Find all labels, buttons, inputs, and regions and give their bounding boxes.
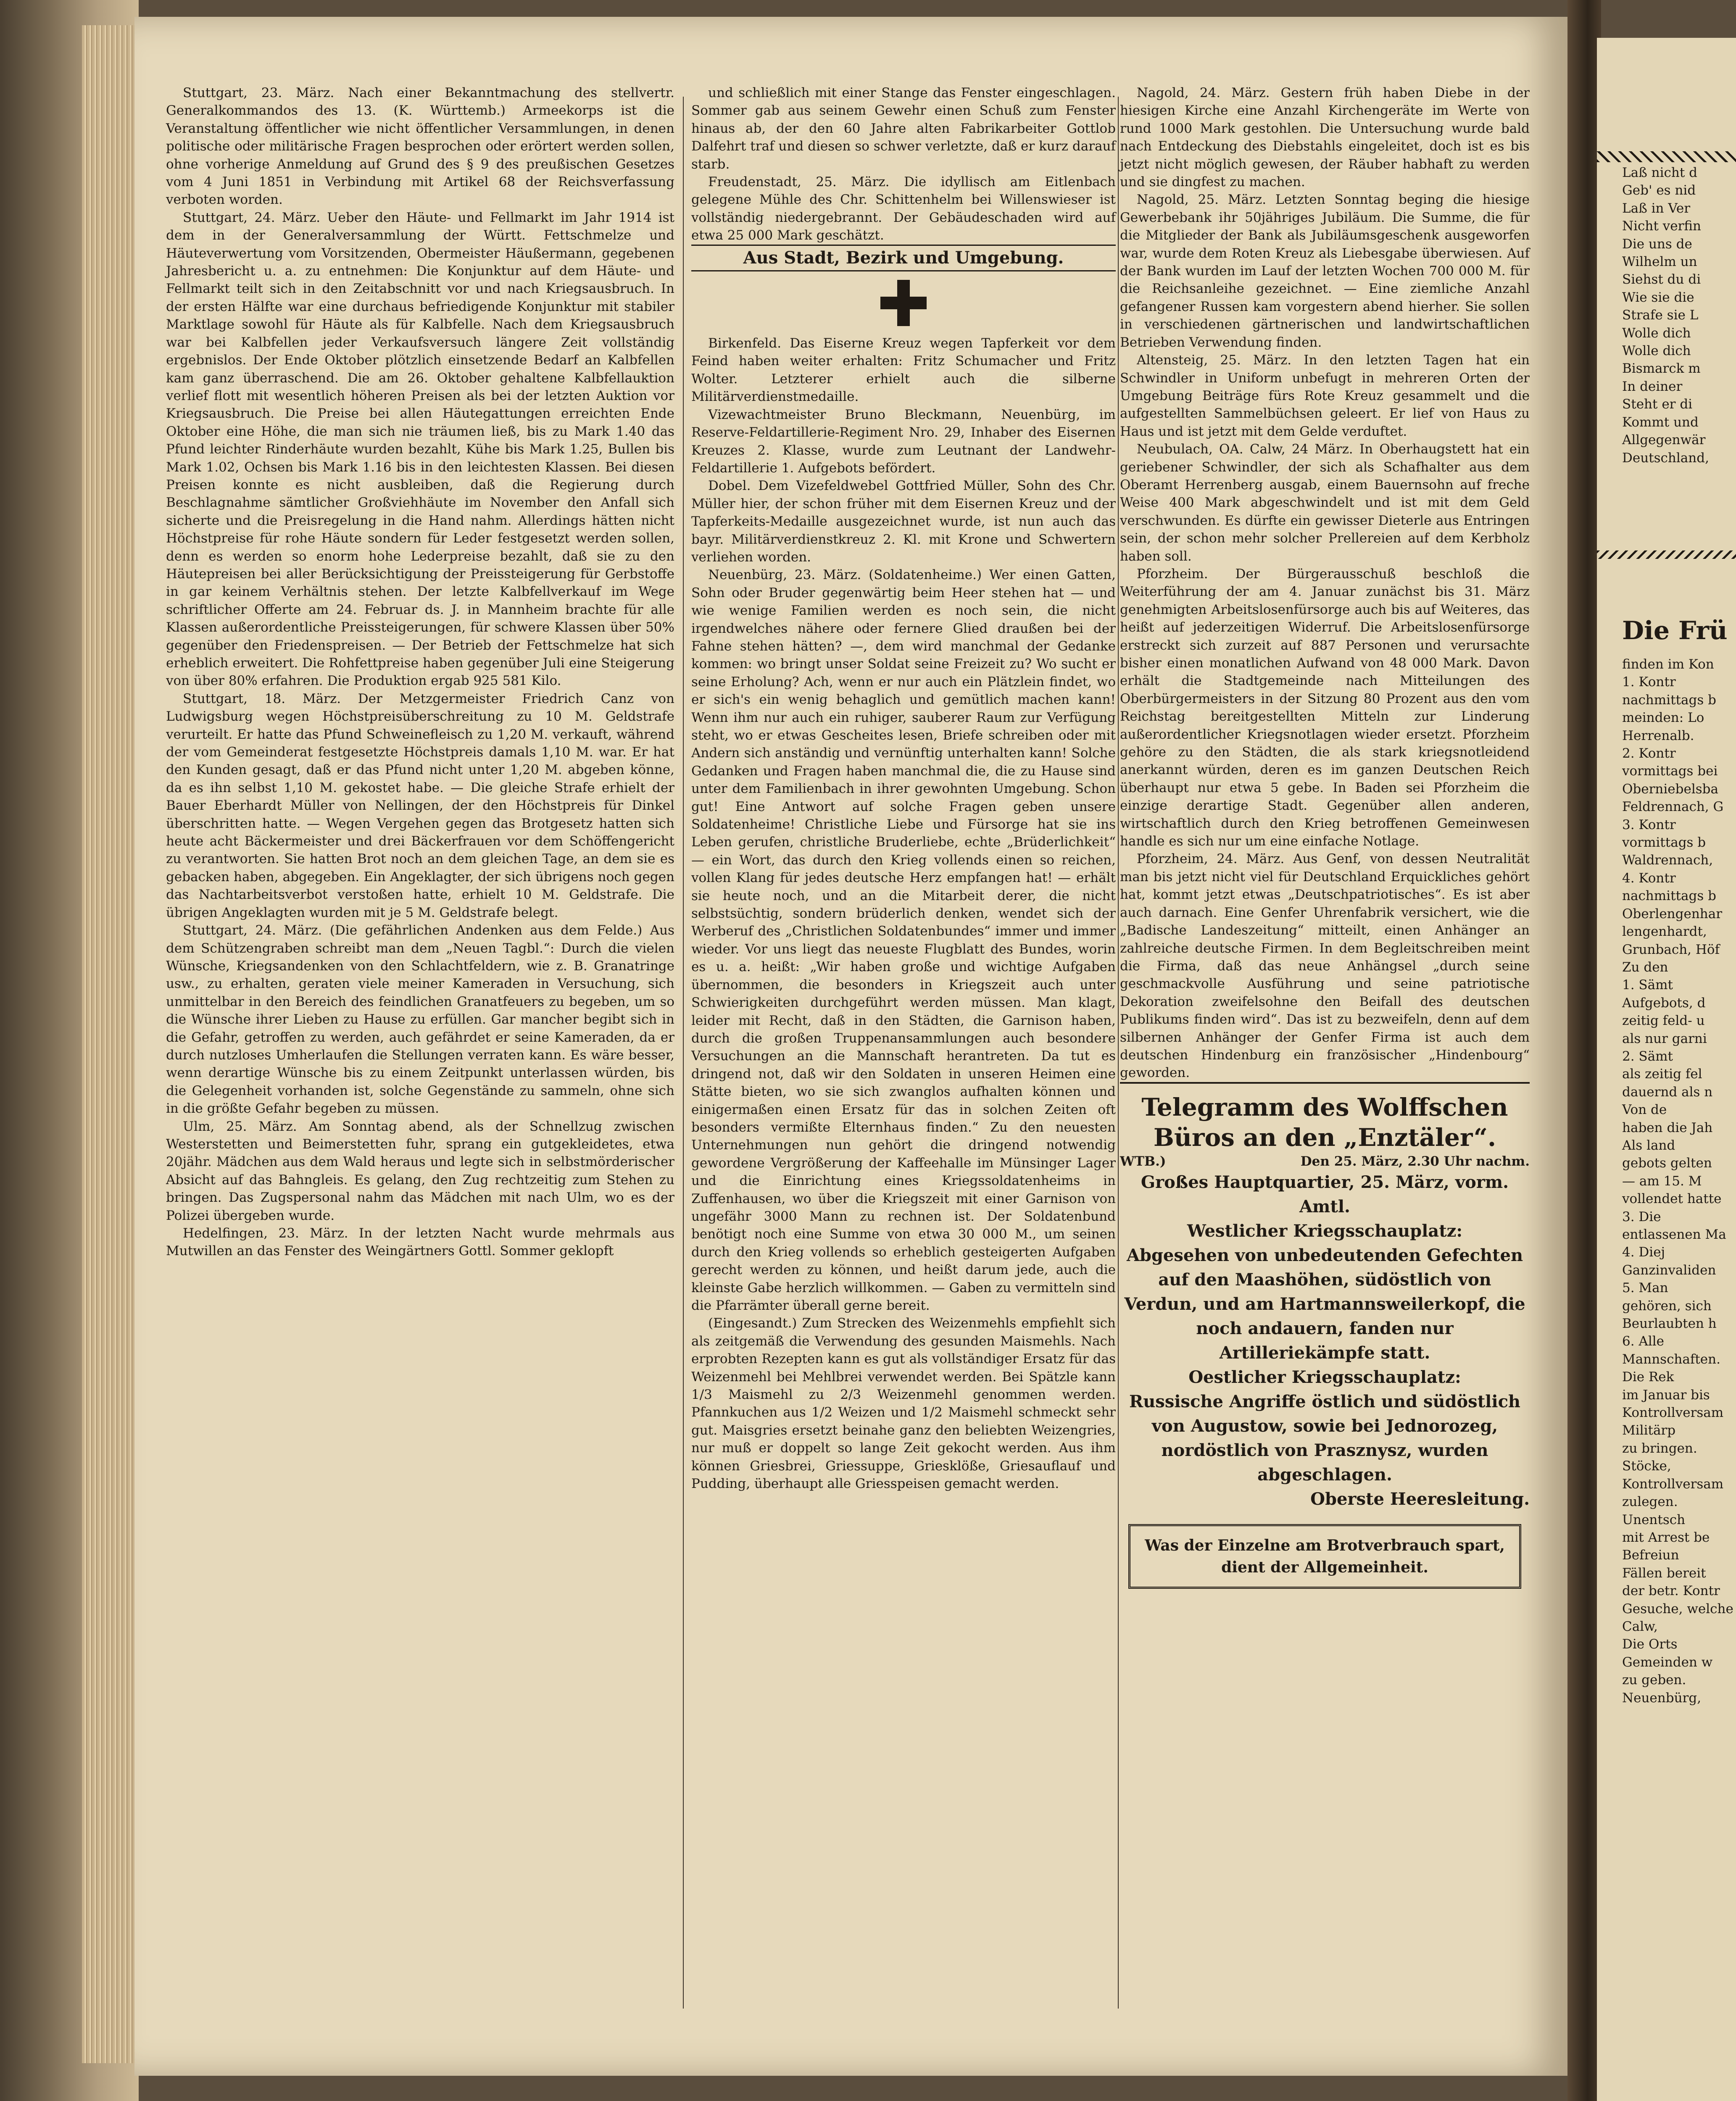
text-line: zu geben. xyxy=(1622,1672,1686,1688)
text-line: 2. Sämt xyxy=(1622,1048,1673,1064)
text-line: dauernd als n xyxy=(1622,1084,1713,1100)
text-line: Die Orts xyxy=(1622,1637,1678,1652)
news-item: und schließlich mit einer Stange das Fenster eingeschlagen. Sommer gab aus seinem Gewehr einen Schuß zum Fenster hinaus ab, der den 60 Jahre alten Fabrikarbeiter Gottlob Dalfehrt traf und diesen so schwer verletzte, daß er kurz darauf starb. xyxy=(691,85,1116,172)
text-line: Oberniebelsba xyxy=(1622,781,1718,797)
news-item: Dobel. Dem Vizefeldwebel Gottfried Müller, Sohn des Chr. Müller hier, der schon früher mit dem Eisernen Kreuz und der Tapferkeits-Medaille ausgezeichnet wurde, ist nun auch das bayr. Militärverdienstkreuz 2. Kl. mit Krone und Schwertern verliehen worden. xyxy=(691,478,1116,565)
right-page-heading: Die Frü xyxy=(1622,616,1728,645)
news-item: Pforzheim. Der Bürgerausschuß beschloß die Weiterführung der am 4. Januar zunächst bis 31. März genehmigten Arbeitslosenfürsorge auch bis auf Weiteres, das heißt auf jederzeitigen Widerruf. Die Arbeitslosenfürsorge erstreckt sich zurzeit auf 887 Personen und verursachte bisher einen monatlichen Aufwand von 48 000 Mark. Davon erhält die Stadtgemeinde nach Mitteilungen des Oberbürgermeisters in der Sitzung 80 Prozent aus den vom Reichstag bereitgestellten Mitteln zur Linderung außerordentlicher Kriegsnotlagen wieder ersetzt. Pforzheim gehöre zu den Städten, die als stark kriegsnotleidend anerkannt würden, deren es im ganzen Deutschen Reich überhaupt nur etwa 5 gebe. In Baden sei Pforzheim die einzige derartige Stadt. Gegenüber allen anderen, wirtschaftlich durch den Krieg betroffenen Gemeinwesen handle es sich nur um eine einfache Notlage. xyxy=(1120,566,1530,849)
text-line: 4. Diej xyxy=(1622,1245,1665,1260)
text-line: Wie sie die xyxy=(1622,290,1694,305)
text-line: Neuenbürg, xyxy=(1622,1690,1702,1706)
news-item: Ulm, 25. März. Am Sonntag abend, als der Schnellzug zwischen Westerstetten und Beimerstetten fuhr, sprang ein gutgekleidetes, etwa 20jähr. Mädchen aus dem Wald heraus und legte sich in selbstmörderischer Absicht auf das Bahngleis. Es gelang, den Zug rechtzeitig zum Stehen zu bringen. Das Zugspersonal nahm das Mädchen mit nach Ulm, wo es der Polizei übergeben wurde. xyxy=(166,1119,674,1223)
text-line: Unentsch xyxy=(1622,1512,1686,1527)
text-line: Ganzinvaliden xyxy=(1622,1262,1716,1278)
telegram-source: WTB.) xyxy=(1120,1153,1166,1169)
news-item: Stuttgart, 24. März. Ueber den Häute- und Fellmarkt im Jahr 1914 ist dem in der Generalversammlung der Württ. Fettschmelze und Häuteverwertung vom Vorsitzenden, Obermeister Häußermann, gegebenen Jahresbericht u. a. zu entnehmen: Die Konjunktur auf dem Häute- und Fellmarkt teilt sich in den Zeitabschnitt vor und nach Kriegsausbruch. In der ersten Hälfte war eine durchaus befriedigende Konjunktur mit stabiler Marktlage sowohl für Häute als für Kalbfelle. Nach dem Kriegsausbruch war bei Kalbfellen jeder Verkaufsversuch längere Zeit vollständig ergebnislos. Der Ende Oktober plötzlich einsetzende Bedarf an Kalbfellen kam ganz überraschend. Die am 26. Oktober gehaltene Kalbfellauktion verlief flott mit wesentlich höheren Preisen als bei der letzten Auktion vor Kriegsausbruch. Die Preise bei allen Häutegattungen erreichten Ende Oktober eine Höhe, die man sich nie träumen ließ, bis zu Mark 1.40 das Pfund leichter Rinderhäute wurden bezahlt, Kühe bis Mark 1.25, Bullen bis Mark 1.02, Ochsen bis Mark 1.16 bis in den leichtesten Klassen. Bei diesen Preisen konnte es nicht ausbleiben, daß die Regierung durch Beschlagnahme sämtlicher Großviehhäute im November den Anfall sich sicherte und die Preisregelung in die Hand nahm. Allerdings hätten nicht Höchstpreise für rohe Häute sondern für Leder festgesetzt werden sollen, denn es werden so enorm hohe Lederpreise bezahlt, daß sie zu den Häutepreisen bei aller Berücksichtigung der Preissteigerung für Gerbstoffe in gar keinem Verhältnis stehen. Der letzte Kalbfellverkauf im Wege schriftlicher Offerte am 24. Februar ds. J. in Mannheim brachte für alle Klassen außerordentliche Preissteigerungen, für schwere Klassen über 50% gegenüber den Friedenspreisen. — Der Betrieb der Fettschmelze hat sich erheblich erweitert. Die Rohfettpreise haben gegenüber Juli eine Steigerung von über 80% erfahren. Die Produktion ergab 925 581 Kilo. xyxy=(166,210,674,689)
text-line: Bismarck m xyxy=(1622,361,1701,376)
text-line: vormittags bei xyxy=(1622,764,1718,779)
text-line: Steht er di xyxy=(1622,397,1693,412)
text-line: entlassenen Ma xyxy=(1622,1227,1726,1242)
telegram-east-text: Russische Angriffe östlich und südöstlich von Augustow, sowie bei Jednorozeg, nordöstlich von Prasznysz, wurden abgeschlagen. xyxy=(1129,1392,1520,1485)
news-item: Hedelfingen, 23. März. In der letzten Nacht wurde mehrmals aus Mutwillen an das Fenster des Weingärtners Gottl. Sommer geklopft xyxy=(166,1226,674,1259)
news-item: Vizewachtmeister Bruno Bleckmann, Neuenbürg, im Reserve-Feldartillerie-Regiment Nro. 29, Inhaber des Eisernen Kreuzes 2. Klasse, wurde zum Leutnant der Landwehr-Feldartillerie 1. Aufgebots befördert. xyxy=(691,407,1116,476)
column-rule xyxy=(683,97,684,2009)
text-line: 6. Alle xyxy=(1622,1334,1664,1349)
news-item: (Eingesandt.) Zum Strecken des Weizenmehls empfiehlt sich als zeitgemäß die Verwendung des gesunden Maismehls. Nach erprobten Rezepten kann es gut als vollständiger Ersatz für das Weizenmehl bei Mehlbrei verwendet werden. Bei Spätzle kann 1/3 Maismehl zu 2/3 Weizenmehl genommen werden. Pfannkuchen aus 1/2 Weizen und 1/2 Maismehl schmeckt sehr gut. Maisgries ersetzt beinahe ganz den beliebten Weizengries, nur muß er doppelt so lange Zeit gekocht werden. Aus ihm können Griesbrei, Griessuppe, Griesklöße, Griesauflauf und Pudding, überhaupt alle Griesspeisen gemacht werden. xyxy=(691,1316,1116,1492)
text-line: Gesuche, welche xyxy=(1622,1601,1733,1617)
section-heading: Aus Stadt, Bezirk und Umgebung. xyxy=(691,245,1116,271)
telegram-title: Telegramm des Wolffschen Büros an den „Enztäler“. xyxy=(1120,1082,1530,1153)
text-line: Wolle dich xyxy=(1622,343,1691,359)
text-line: Gemeinden w xyxy=(1622,1654,1713,1670)
news-item: Birkenfeld. Das Eiserne Kreuz wegen Tapferkeit vor dem Feind haben weiter erhalten: Fritz Schumacher und Fritz Wolter. Letzterer erhielt auch die silberne Militärverdienstmedaille. xyxy=(691,336,1116,405)
telegram-signature: Oberste Heeresleitung. xyxy=(1310,1489,1530,1509)
text-line: 3. Die xyxy=(1622,1209,1661,1224)
text-line: Grunbach, Höf xyxy=(1622,942,1720,957)
text-line: — am 15. M xyxy=(1622,1173,1702,1189)
text-line: haben die Jah xyxy=(1622,1120,1713,1135)
text-line: Geb' es nid xyxy=(1622,183,1696,198)
text-line: gebots gelten xyxy=(1622,1156,1712,1171)
telegram-west-heading: Westlicher Kriegsschauplatz: xyxy=(1187,1221,1463,1241)
text-line: Stöcke, xyxy=(1622,1459,1671,1474)
text-line: nachmittags b xyxy=(1622,692,1716,708)
text-line: Fällen bereit xyxy=(1622,1565,1706,1581)
text-line: Von de xyxy=(1622,1102,1667,1118)
text-line: Kontrollversam xyxy=(1622,1405,1724,1421)
text-line: Zu den xyxy=(1622,959,1668,975)
text-line: als nur garni xyxy=(1622,1031,1707,1046)
text-line: der betr. Kontr xyxy=(1622,1583,1720,1599)
text-line: Kommt und xyxy=(1622,414,1699,430)
news-item: Nagold, 25. März. Letzten Sonntag beging die hiesige Gewerbebank ihr 50jähriges Jubiläum. Die Summe, die für die Mitglieder der Bank als Jubiläumsgeschenk ausgeworfen war, wurde dem Roten Kreuz als Liebesgabe überwiesen. Auf der Bank wurden im Lauf der letzten Wochen 700 000 M. für die Reichsanleihe gezeichnet. — Eine ziemliche Anzahl gefangener Russen kam vorgestern abend hierher. Sie sollen in verschiedenen gärtnerischen und landwirtschaftlichen Betrieben Verwendung finden. xyxy=(1120,192,1530,350)
text-line: Militärp xyxy=(1622,1423,1676,1438)
text-line: Kontrollversam xyxy=(1622,1476,1724,1492)
text-line: mit Arrest be xyxy=(1622,1530,1710,1545)
right-page-text xyxy=(1622,656,1733,1707)
text-line: 3. Kontr xyxy=(1622,817,1676,832)
text-line: finden im Kon xyxy=(1622,657,1714,672)
text-line: 1. Kontr xyxy=(1622,674,1676,690)
text-line: 1. Sämt xyxy=(1622,977,1673,993)
text-line: Laß in Ver xyxy=(1622,200,1691,216)
notice-box: Was der Einzelne am Brotverbrauch spart, dient der Allgemeinheit. xyxy=(1128,1524,1521,1589)
ornament-border xyxy=(1597,550,1736,559)
news-item: Neubulach, OA. Calw, 24 März. In Oberhaugstett hat ein geriebener Schwindler, der sich als Schafhalter aus dem Oberamt Herrenberg ausgab, einem Bauernsohn auf freche Weise 400 Mark abgeschwindelt und ist mit dem Geld verschwunden. Es dürfte ein gewisser Dieterle aus Entringen sein, der schon mehr solcher Prellereien auf dem Kerbholz haben soll. xyxy=(1120,442,1530,564)
column-rule xyxy=(1118,97,1119,2009)
news-item: Freudenstadt, 25. März. Die idyllisch am Eitlenbach gelegene Mühle des Chr. Schittenhelm bei Willenswieser ist vollständig niedergebrannt. Der Gebäudeschaden wird auf etwa 25 000 Mark geschätzt. xyxy=(691,174,1116,243)
telegram-dateline-row xyxy=(1120,1153,1530,1170)
news-item: Stuttgart, 18. März. Der Metzgermeister Friedrich Canz von Ludwigsburg wegen Höchstpreisüberschreitung zu 10 M. Geldstrafe verurteilt. Er hatte das Pfund Schweinefleisch zu 1,20 M. verkauft, während der vom Gemeinderat festgesetzte Höchstpreis damals 1,10 M. war. Er hat den Kunden gesagt, daß er das Pfund nicht unter 1,20 M. abgeben könne, da es ihn selbst 1,10 M. gekostet habe. — Die gleiche Strafe erhielt der Bauer Eberhardt Müller von Nellingen, der den Höchstpreis für Dinkel überschritten hatte. — Wegen Vergehen gegen das Brotgesetz hatten sich heute acht Bäckermeister und drei Bäckerfrauen vor dem Schöffengericht zu verantworten. Sie hatten Brot noch an dem gleichen Tage, an dem sie es gebacken haben, abgegeben. Ein Angeklagter, der sich übrigens noch gegen das Nachtarbeitsverbot verstoßen hatte, erhielt 10 M. Geldstrafe. Die übrigen Angeklagten wurden mit je 5 M. Geldstrafe belegt. xyxy=(166,691,674,920)
poem-fragment xyxy=(1622,164,1709,467)
article-column-3 xyxy=(1120,84,1530,1601)
text-line: im Januar bis xyxy=(1622,1387,1710,1403)
text-line: Herrenalb. xyxy=(1622,728,1694,743)
text-line: meinden: Lo xyxy=(1622,710,1704,726)
text-line: Oberlengenhar xyxy=(1622,906,1723,921)
text-line: Befreiun xyxy=(1622,1548,1679,1563)
text-line: Aufgebots, d xyxy=(1622,995,1706,1011)
text-line: nachmittags b xyxy=(1622,888,1716,904)
text-line: zulegen. xyxy=(1622,1494,1678,1510)
text-line: zeitig feld- u xyxy=(1622,1013,1705,1029)
text-line: Allgegenwär xyxy=(1622,432,1706,448)
article-column-2 xyxy=(691,84,1116,1493)
text-line: Beurlaubten h xyxy=(1622,1316,1717,1332)
article-column-1 xyxy=(166,84,674,1260)
news-item: Pforzheim, 24. März. Aus Genf, von dessen Neutralität man bis jetzt nicht viel für Deutschland Erquickliches gehört hat, kommt jetzt etwas „Deutschpatriotisches“. Es ist aber auch darnach. Eine Genfer Uhrenfabrik versichert, wie die „Badische Landeszeitung“ mitteilt, einen Anhänger an zahlreiche deutsche Firmen. In dem Begleitschreiben meint die Firma, daß das neue Anhängsel „durch seine geschmackvolle Ausführung und seine patriotische Dekoration zweifelsohne den Beifall des deutschen Publikums finden wird“. Das ist zu bezweifeln, denn auf dem silbernen Anhänger der Genfer Firma ist auch dem deutschen Hindenburg ein französischer „Hindenbourg“ geworden. xyxy=(1120,851,1530,1081)
text-line: vormittags b xyxy=(1622,835,1706,850)
telegram-west-text: Abgesehen von unbedeutenden Gefechten auf den Maashöhen, südöstlich von Verdun, und am Hartmannsweilerkopf, die noch andauern, fanden nur Artilleriekämpfe statt. xyxy=(1124,1245,1525,1363)
news-item: Nagold, 24. März. Gestern früh haben Diebe in der hiesigen Kirche eine Anzahl Kirchengeräte im Werte von rund 1000 Mark gestohlen. Die Untersuchung wurde bald nach Entdeckung des Diebstahls eingeleitet, doch ist es bis jetzt nicht möglich gewesen, der Räuber habhaft zu werden und sie dingfest zu machen. xyxy=(1120,85,1530,190)
text-line: Strafe sie L xyxy=(1622,308,1699,323)
text-line: Deutschland, xyxy=(1622,450,1709,466)
text-line: zu bringen. xyxy=(1622,1440,1697,1456)
text-line: Calw, xyxy=(1622,1619,1658,1634)
text-line: Waldrennach, xyxy=(1622,853,1713,868)
text-line: 2. Kontr xyxy=(1622,746,1676,761)
text-line: Die uns de xyxy=(1622,236,1692,252)
text-line: In deiner xyxy=(1622,379,1683,394)
book-gutter xyxy=(1567,0,1601,2101)
text-line: Als land xyxy=(1622,1137,1675,1153)
text-line: vollendet hatte xyxy=(1622,1191,1722,1207)
text-line: gehören, sich xyxy=(1622,1298,1712,1314)
news-item: Neuenbürg, 23. März. (Soldatenheime.) Wer einen Gatten, Sohn oder Bruder gegenwärtig beim Heer stehen hat — und wie wenige Familien werden es noch sein, die nicht irgendwelches nähere oder fernere Glied draußen bei der Fahne stehen hätten? —, dem wird manchmal der Gedanke kommen: wo bringt unser Soldat seine Freizeit zu? Wo sucht er seine Erholung? Ach, wenn er nur auch ein Plätzlein findet, wo er sich's ein wenig behaglich und gemütlich machen kann! Wenn ihm nur auch ein ruhiger, sauberer Raum zur Verfügung steht, wo er etwas Gescheites lesen, Briefe schreiben oder mit Andern sich anständig und vernünftig unterhalten kann! Solche Gedanken und Fragen haben manchmal die, die zu Hause sind unter dem Familienbach in ihrer gewohnten Umgebung. Schon gut! Eine Antwort auf solche Fragen geben unsere Soldatenheime! Christliche Liebe und Fürsorge hat sie ins Leben gerufen, christliche Bruderliebe, echte „Brüderlichkeit“ — ein Wort, das durch den Krieg vollends einen so reichen, vollen Klang für jedes deutsche Herz empfangen hat! — erhält sie heute noch, und an die Mitarbeit derer, die nicht selbstsüchtig, sondern brüderlich denken, wendet sich der Werberuf des „Christlichen Soldatenbundes“ immer und immer wieder. Vor uns liegt das neueste Flugblatt des Bundes, worin es u. a. heißt: „Wir haben große und wichtige Aufgaben übernommen, die besonders in Kriegszeit auch unter Schwierigkeiten durchgeführt werden müssen. Man klagt, leider mit Recht, daß in den Städten, die Garnison haben, durch die großen Truppenansammlungen auch besondere Versuchungen an die Mannschaft herantreten. Da tut es dringend not, daß wir den Soldaten in unseren Heimen eine Stätte bieten, wo sie sich zwanglos aufhalten können und einigermaßen einen Ersatz für das in solchen Zeiten oft besonders vermißte Elternhaus finden.“ Zu den neuesten Unternehmungen nun gehört die dringend notwendig gewordene Vergrößerung der Kaffeehalle im Münsinger Lager und die Einrichtung eines Kriegssoldatenheims in Zuffenhausen, wo über die Kriegszeit mit einer Garnison von ungefähr 3000 Mann zu rechnen ist. Der Soldatenbund benötigt noch eine Summe von etwa 30 000 M., um seinen durch den Krieg vollends so erheblich gesteigerten Aufgaben gerecht werden zu können, und heißt darum jede, auch die kleinste Gabe herzlich willkommen. — Gaben zu vermitteln sind die Pfarrämter überall gerne bereit. xyxy=(691,567,1116,1313)
telegram-dateline: Den 25. März, 2.30 Uhr nachm. xyxy=(1300,1153,1530,1169)
text-line: Siehst du di xyxy=(1622,272,1701,287)
text-line: 5. Man xyxy=(1622,1280,1668,1296)
news-item: Stuttgart, 23. März. Nach einer Bekanntmachung des stellvertr. Generalkommandos des 13. (K. Württemb.) Armeekorps ist die Veranstaltung öffentlicher wie nicht öffentlicher Versammlungen, in denen politische oder militärische Fragen besprochen oder erörtert werden sollen, ohne vorherige Anmeldung auf Grund des § 9 des preußischen Gesetzes vom 4 Juni 1851 in Verbindung mit Artikel 68 der Reichsverfassung verboten worden. xyxy=(166,85,674,208)
text-line: Die Rek xyxy=(1622,1369,1674,1385)
right-page xyxy=(1597,38,1736,2101)
iron-cross-icon xyxy=(880,280,927,326)
text-line: Feldrennach, G xyxy=(1622,799,1724,815)
ornament-border xyxy=(1597,151,1736,162)
text-line: Mannschaften. xyxy=(1622,1351,1720,1367)
text-line: Wolle dich xyxy=(1622,325,1691,341)
text-line: Nicht verfin xyxy=(1622,219,1701,234)
news-item: Altensteig, 25. März. In den letzten Tagen hat ein Schwindler in Uniform unbefugt in mehreren Orten der Umgebung Beiträge fürs Rote Kreuz gesammelt und die aufgestellten Sammelbüchsen geleert. Er lief von Haus zu Haus und ist jetzt mit dem Gelde verduftet. xyxy=(1120,353,1530,439)
telegram-east-heading: Oestlicher Kriegsschauplatz: xyxy=(1188,1367,1461,1388)
text-line: Wilhelm un xyxy=(1622,254,1697,270)
text-line: als zeitig fel xyxy=(1622,1066,1702,1082)
text-line: Laß nicht d xyxy=(1622,165,1697,180)
telegram-hq: Großes Hauptquartier, 25. März, vorm. Amtl. xyxy=(1141,1172,1509,1217)
news-item: Stuttgart, 24. März. (Die gefährlichen Andenken aus dem Felde.) Aus dem Schützengraben schreibt man dem „Neuen Tagbl.“: Durch die vielen Wünsche, Kriegsandenken von den Schlachtfeldern, wie z. B. Granatringe usw., zu erhalten, geraten viele meiner Kameraden in Versuchung, sich unmittelbar in den Bereich des feindlichen Granatfeuers zu begeben, um so die Wünsche ihrer Lieben zu Hause zu erfüllen. Gar mancher begibt sich in die Gefahr, getroffen zu werden, auch gefährdet er seine Kameraden, da er durch nutzloses Umherlaufen die Stellungen verraten kann. Es wäre besser, wenn derartige Wünsche bis zu einem Zeitpunkt unterlassen würden, bis die Gelegenheit vorhanden ist, solche Gegenstände zu sammeln, ohne sich in die größte Gefahr begeben zu müssen. xyxy=(166,923,674,1116)
text-line: 4. Kontr xyxy=(1622,870,1676,886)
text-line: lengenhardt, xyxy=(1622,924,1707,940)
